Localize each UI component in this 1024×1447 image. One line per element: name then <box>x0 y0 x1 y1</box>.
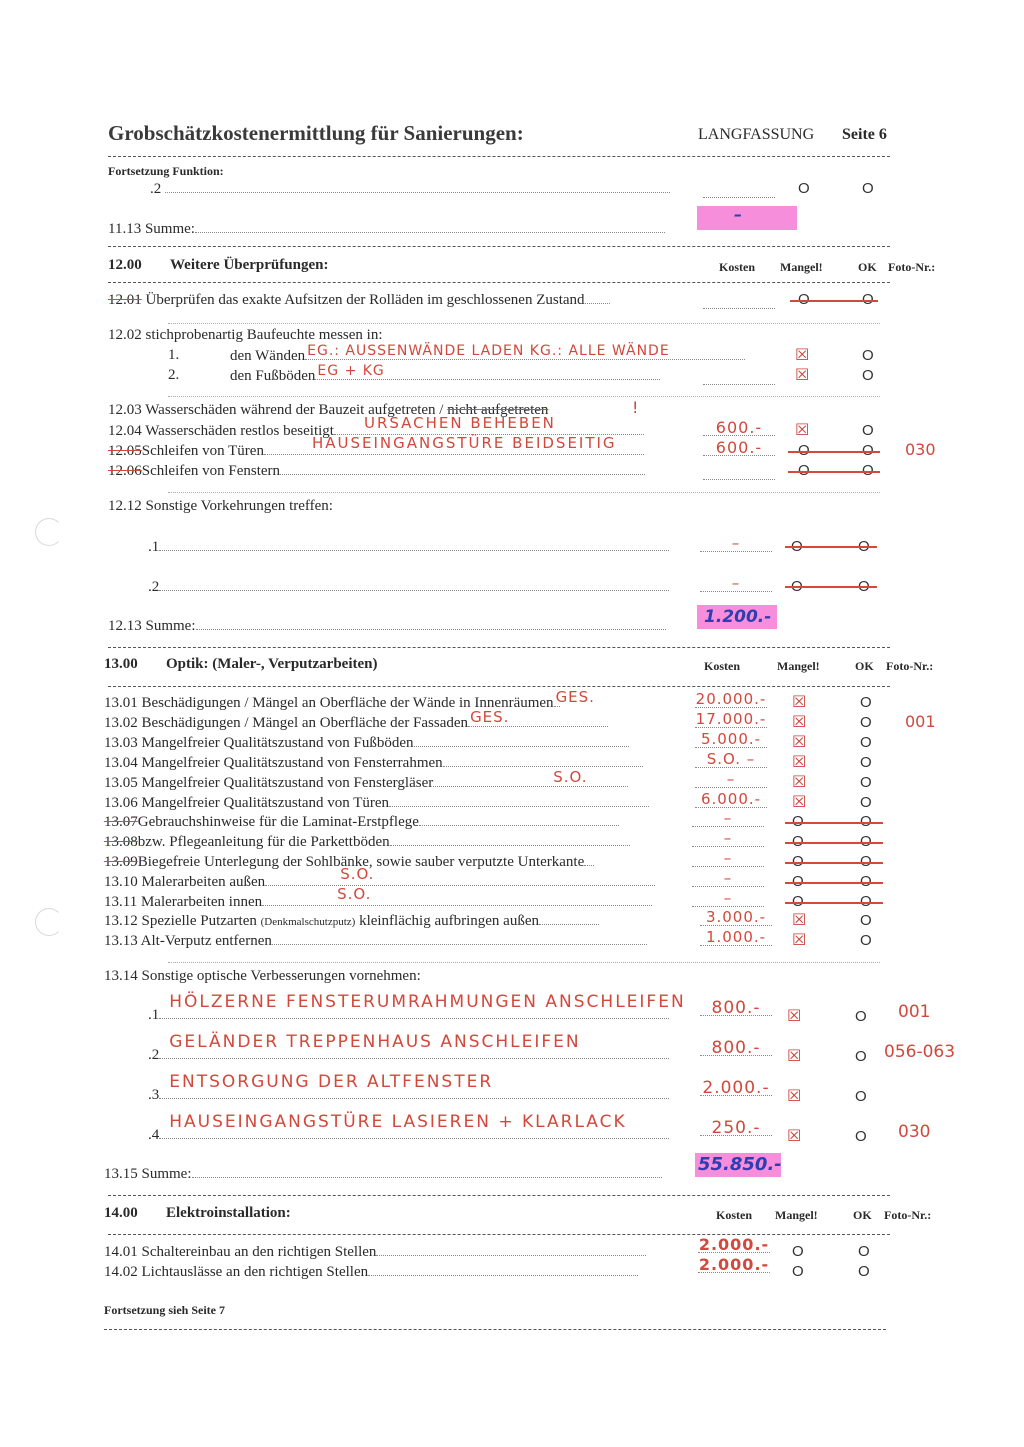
table-row <box>148 1112 669 1144</box>
cost-value[interactable]: S.O. – <box>695 750 767 768</box>
row-label: 13.04 Mangelfreier Qualitätszustand von Fensterrahmen <box>104 755 443 771</box>
strike-line <box>788 471 880 473</box>
foto-number: 001 <box>905 712 936 731</box>
handwritten-note: GELÄNDER TREPPENHAUS ANSCHLEIFEN <box>169 1032 581 1052</box>
ok-checkbox[interactable]: O <box>862 180 874 197</box>
table-row <box>104 794 649 812</box>
dotted-divider <box>168 396 880 397</box>
row-12-12: 12.12 Sonstige Vorkehrungen treffen: <box>108 498 333 514</box>
ok-checkbox[interactable]: O <box>860 774 872 791</box>
foto-number: 030 <box>898 1122 931 1142</box>
ok-checkbox[interactable]: O <box>860 932 872 949</box>
dotted-fill <box>368 1263 638 1276</box>
strike-line <box>785 842 883 844</box>
handwritten-note: ENTSORGUNG DER ALTFENSTER <box>169 1072 494 1092</box>
mangel-checked[interactable]: ☒ <box>792 712 807 731</box>
row-label: 13.01 Beschädigungen / Mängel an Oberfläche der Wände in Innenräumen <box>104 695 554 711</box>
row-label: Gebrauchshinweise für die Laminat-Erstpflege <box>137 814 419 830</box>
col-ok: OK <box>853 1208 872 1222</box>
row-label: 13.11 Malerarbeiten innen <box>104 894 263 910</box>
dotted-fill <box>159 1112 669 1139</box>
row-12-02-2-text: den Fußböden EG + KG <box>230 367 660 385</box>
foto-number: 056-063 <box>884 1042 956 1062</box>
strike-line <box>788 451 880 453</box>
cost-value[interactable]: 3.000.- <box>700 908 772 926</box>
col-ok: OK <box>858 260 877 274</box>
dotted-divider <box>168 962 880 963</box>
row-label: 13.06 Mangelfreier Qualitätszustand von Türen <box>104 795 390 811</box>
dotted-fill <box>419 813 619 826</box>
mangel-checked[interactable]: ☒ <box>792 752 807 771</box>
cost-value[interactable]: 600.- <box>703 438 775 456</box>
table-row <box>148 1032 669 1064</box>
mangel-checked[interactable]: ☒ <box>787 1006 802 1025</box>
row-12-05: 12.05Schleifen von Türen HAUSEINGANGSTÜRE BEIDSEITIG <box>108 442 644 460</box>
cost-value[interactable]: – <box>692 809 764 827</box>
col-kosten: Kosten <box>716 1208 752 1222</box>
sum-11-13-value: – <box>734 205 742 224</box>
table-row <box>104 708 608 732</box>
strike-line <box>785 822 883 824</box>
row-label: 13.03 Mangelfreier Qualitätszustand von Fußböden <box>104 735 414 751</box>
row-12-12-2: .2 <box>148 578 669 596</box>
strike-line <box>785 902 883 904</box>
exclamation-note: ! <box>632 398 640 417</box>
cost-value[interactable]: – <box>700 574 772 592</box>
continuation-label: Fortsetzung Funktion: <box>108 164 224 178</box>
dotted-fill <box>554 688 595 707</box>
row-12-04: 12.04 Wasserschäden restlos beseitigt URSACHEN BEHEBEN <box>108 422 644 440</box>
cost-value[interactable]: 250.- <box>700 1118 772 1136</box>
cost-value[interactable]: 2.000.- <box>700 1078 772 1096</box>
table-row <box>104 885 652 911</box>
continuation-footer: Fortsetzung sieh Seite 7 <box>104 1303 225 1317</box>
col-ok: OK <box>855 659 874 673</box>
col-foto: Foto-Nr.: <box>884 1208 932 1222</box>
ok-checkbox[interactable]: O <box>862 347 874 364</box>
mangel-checked[interactable]: ☒ <box>792 792 807 811</box>
row-number-struck: 13.09 <box>104 854 138 870</box>
sum-12-13-value: 1.200.- <box>704 607 772 627</box>
mangel-checked[interactable]: ☒ <box>792 772 807 791</box>
mangel-checked[interactable]: ☒ <box>792 910 807 929</box>
cost-value[interactable]: – <box>692 829 764 847</box>
mangel-checked[interactable]: ☒ <box>787 1126 802 1145</box>
divider <box>108 246 890 247</box>
dotted-fill <box>443 754 643 767</box>
ok-checkbox[interactable]: O <box>855 1008 867 1025</box>
col-foto: Foto-Nr.: <box>888 260 936 274</box>
cost-field[interactable] <box>703 180 775 198</box>
row-number-struck: 13.08 <box>104 834 138 850</box>
strike-line <box>785 546 877 548</box>
row-number: .2 <box>148 1047 160 1063</box>
strike-line <box>785 862 883 864</box>
punch-hole-top <box>35 518 63 546</box>
foto-number: 001 <box>898 1002 931 1022</box>
divider <box>108 1195 890 1196</box>
row-label: Biegefreie Unterlegung der Sohlbänke, sowie sauber verputzte Unterkante <box>137 854 585 870</box>
dotted-fill <box>389 794 649 807</box>
ok-checkbox[interactable]: O <box>855 1088 867 1105</box>
cost-value[interactable]: 20.000.- <box>695 690 767 708</box>
table-row <box>104 833 630 851</box>
table-row <box>104 734 629 752</box>
cost-value[interactable]: 6.000.- <box>695 790 767 808</box>
mangel-checked[interactable]: ☒ <box>795 345 810 364</box>
handwritten-note: S.O. <box>337 885 372 903</box>
col-kosten: Kosten <box>704 659 740 673</box>
cost-field[interactable] <box>703 291 775 309</box>
sum-11-13: 11.13 Summe: <box>108 220 665 238</box>
cost-value[interactable]: 600.- <box>703 418 775 436</box>
ok-checkbox[interactable]: O <box>862 422 874 439</box>
section-12-title: Weitere Überprüfungen: <box>170 257 329 273</box>
row-12-02-2: 2. <box>168 367 180 383</box>
cost-value[interactable]: 2.000.- <box>698 1235 770 1254</box>
cost-field[interactable] <box>703 462 775 480</box>
row-12-03: 12.03 Wasserschäden während der Bauzeit aufgetreten / nicht aufgetreten <box>108 402 549 418</box>
ok-checkbox[interactable]: O <box>858 1243 870 1260</box>
cost-value[interactable]: 800.- <box>700 1038 772 1056</box>
dotted-fill <box>159 1072 669 1099</box>
table-row <box>148 992 686 1024</box>
row-label: 13.02 Beschädigungen / Mängel an Oberfläche der Fassaden <box>104 715 469 731</box>
mangel-checked[interactable]: ☒ <box>792 692 807 711</box>
col-kosten: Kosten <box>719 260 755 274</box>
ok-checkbox[interactable]: O <box>858 1263 870 1280</box>
handwritten-note: S.O. <box>340 865 375 883</box>
table-row <box>104 1243 646 1261</box>
dotted-fill <box>265 865 655 886</box>
ok-checkbox[interactable]: O <box>855 1048 867 1065</box>
divider <box>108 156 890 157</box>
section-12-number: 12.00 <box>108 257 142 273</box>
dotted-divider <box>168 492 880 493</box>
foto-number: 030 <box>905 440 936 459</box>
cost-value[interactable]: – <box>695 770 767 788</box>
ok-checkbox[interactable]: O <box>860 754 872 771</box>
punch-hole-bottom <box>35 908 63 936</box>
row-13-14: 13.14 Sonstige optische Verbesserungen vornehmen: <box>104 968 421 984</box>
ok-checkbox[interactable]: O <box>860 734 872 751</box>
handwritten-note: HÖLZERNE FENSTERUMRAHMUNGEN ANSCHLEIFEN <box>169 992 686 1012</box>
col-mangel: Mangel! <box>775 1208 818 1222</box>
mangel-checkbox[interactable]: O <box>792 1263 804 1280</box>
divider <box>108 686 890 687</box>
handwritten-note: URSACHEN BEHEBEN <box>363 414 556 432</box>
cost-value[interactable]: 17.000.- <box>695 710 767 728</box>
ok-checkbox[interactable]: O <box>860 714 872 731</box>
cost-value[interactable]: – <box>692 869 764 887</box>
dotted-fill <box>262 885 652 906</box>
mangel-checked[interactable]: ☒ <box>792 930 807 949</box>
cost-value[interactable]: – <box>700 534 772 552</box>
strike-line <box>785 586 877 588</box>
document-variant: LANGFASSUNG <box>698 126 815 143</box>
sum-13-15: 13.15 Summe: <box>104 1165 662 1183</box>
row-label: 13.05 Mangelfreier Qualitätszustand von Fenstergläser <box>104 775 434 791</box>
dotted-fill <box>414 734 629 747</box>
ok-checkbox[interactable]: O <box>860 694 872 711</box>
handwritten-note: GES. <box>470 708 510 726</box>
table-row <box>104 768 628 792</box>
divider <box>108 647 890 648</box>
table-row <box>104 1263 638 1281</box>
handwritten-note: S.O. <box>553 768 588 786</box>
ok-checkbox[interactable]: O <box>862 367 874 384</box>
section-13-title: Optik: (Maler-, Verputzarbeiten) <box>166 656 378 672</box>
continuation-row <box>150 180 670 198</box>
dotted-fill <box>159 1032 669 1059</box>
row-12-02-1: 1. <box>168 347 180 363</box>
cost-value[interactable]: – <box>692 849 764 867</box>
col-mangel: Mangel! <box>780 260 823 274</box>
row-number: .3 <box>148 1087 160 1103</box>
document-title: Grobschätzkostenermittlung für Sanierungen: <box>108 121 524 145</box>
cost-field[interactable] <box>703 367 775 385</box>
sum-12-13: 12.13 Summe: <box>108 617 666 635</box>
cost-value[interactable]: – <box>692 889 764 907</box>
row-12-02: 12.02 stichprobenartig Baufeuchte messen in: <box>108 327 383 343</box>
sum-13-15-value: 55.850.- <box>698 1154 782 1175</box>
mangel-checked[interactable]: ☒ <box>787 1046 802 1065</box>
dotted-fill <box>390 833 630 846</box>
handwritten-note: HAUSEINGANGSTÜRE BEIDSEITIG <box>311 434 617 452</box>
row-number: .1 <box>148 1007 160 1023</box>
mangel-checked[interactable]: ☒ <box>792 732 807 751</box>
ok-checkbox[interactable]: O <box>855 1128 867 1145</box>
cost-value[interactable]: 5.000.- <box>695 730 767 748</box>
row-13-12: 13.12 Spezielle Putzarten (Denkmalschutzputz) kleinflächig aufbringen außen <box>104 912 599 930</box>
row-number: .4 <box>148 1127 160 1143</box>
strike-line <box>785 882 883 884</box>
mangel-checkbox[interactable]: O <box>798 180 810 197</box>
handwritten-note: EG.: AUSSENWÄNDE LADEN KG.: ALLE WÄNDE <box>307 343 670 359</box>
row-number-struck: 13.07 <box>104 814 138 830</box>
cost-value[interactable]: 1.000.- <box>700 928 772 946</box>
highlighter-mark <box>697 206 797 230</box>
row-number: .2 <box>150 181 162 197</box>
dotted-divider <box>168 323 880 324</box>
ok-checkbox[interactable]: O <box>860 912 872 929</box>
handwritten-note: HAUSEINGANGSTÜRE LASIEREN + KLARLACK <box>169 1112 627 1132</box>
row-13-13: 13.13 Alt-Verputz entfernen <box>104 932 647 950</box>
mangel-checked[interactable]: ☒ <box>795 420 810 439</box>
section-14-title: Elektroinstallation: <box>166 1205 291 1221</box>
row-label: 14.02 Lichtauslässe an den richtigen Stellen <box>104 1264 369 1280</box>
table-row <box>104 865 655 891</box>
dotted-fill <box>433 768 628 787</box>
mangel-checked[interactable]: ☒ <box>795 365 810 384</box>
page-number: Seite 6 <box>842 126 887 143</box>
cost-value[interactable]: 2.000.- <box>698 1255 770 1274</box>
row-12-12-1: .1 <box>148 538 669 556</box>
divider <box>108 282 890 283</box>
dotted-fill <box>159 992 686 1019</box>
dotted-fill <box>468 708 608 727</box>
row-label: 13.10 Malerarbeiten außen <box>104 874 266 890</box>
cost-value[interactable]: 800.- <box>700 998 772 1016</box>
col-mangel: Mangel! <box>777 659 820 673</box>
section-13-number: 13.00 <box>104 656 138 672</box>
table-row <box>148 1072 669 1104</box>
row-label: bzw. Pflegeanleitung für die Parkettböden <box>137 834 390 850</box>
divider <box>104 1329 886 1330</box>
mangel-checkbox[interactable]: O <box>792 1243 804 1260</box>
table-row <box>104 813 619 831</box>
section-14-number: 14.00 <box>104 1205 138 1221</box>
divider <box>108 1234 890 1235</box>
handwritten-note: GES. <box>555 688 595 706</box>
ok-checkbox[interactable]: O <box>860 794 872 811</box>
dotted-fill <box>584 853 594 866</box>
mangel-checked[interactable]: ☒ <box>787 1086 802 1105</box>
col-foto: Foto-Nr.: <box>886 659 934 673</box>
row-label: 14.01 Schaltereinbau an den richtigen Stellen <box>104 1244 377 1260</box>
strike-line <box>790 300 878 302</box>
row-12-02-1-text: den Wänden EG.: AUSSENWÄNDE LADEN KG.: ALLE WÄNDE <box>230 347 745 365</box>
handwritten-note: EG + KG <box>317 363 385 379</box>
row-12-01: 12.01 Überprüfen das exakte Aufsitzen der Rolläden im geschlossenen Zustand <box>108 291 610 309</box>
dotted-fill <box>376 1243 646 1256</box>
row-12-06: 12.06Schleifen von Fenstern <box>108 462 645 480</box>
